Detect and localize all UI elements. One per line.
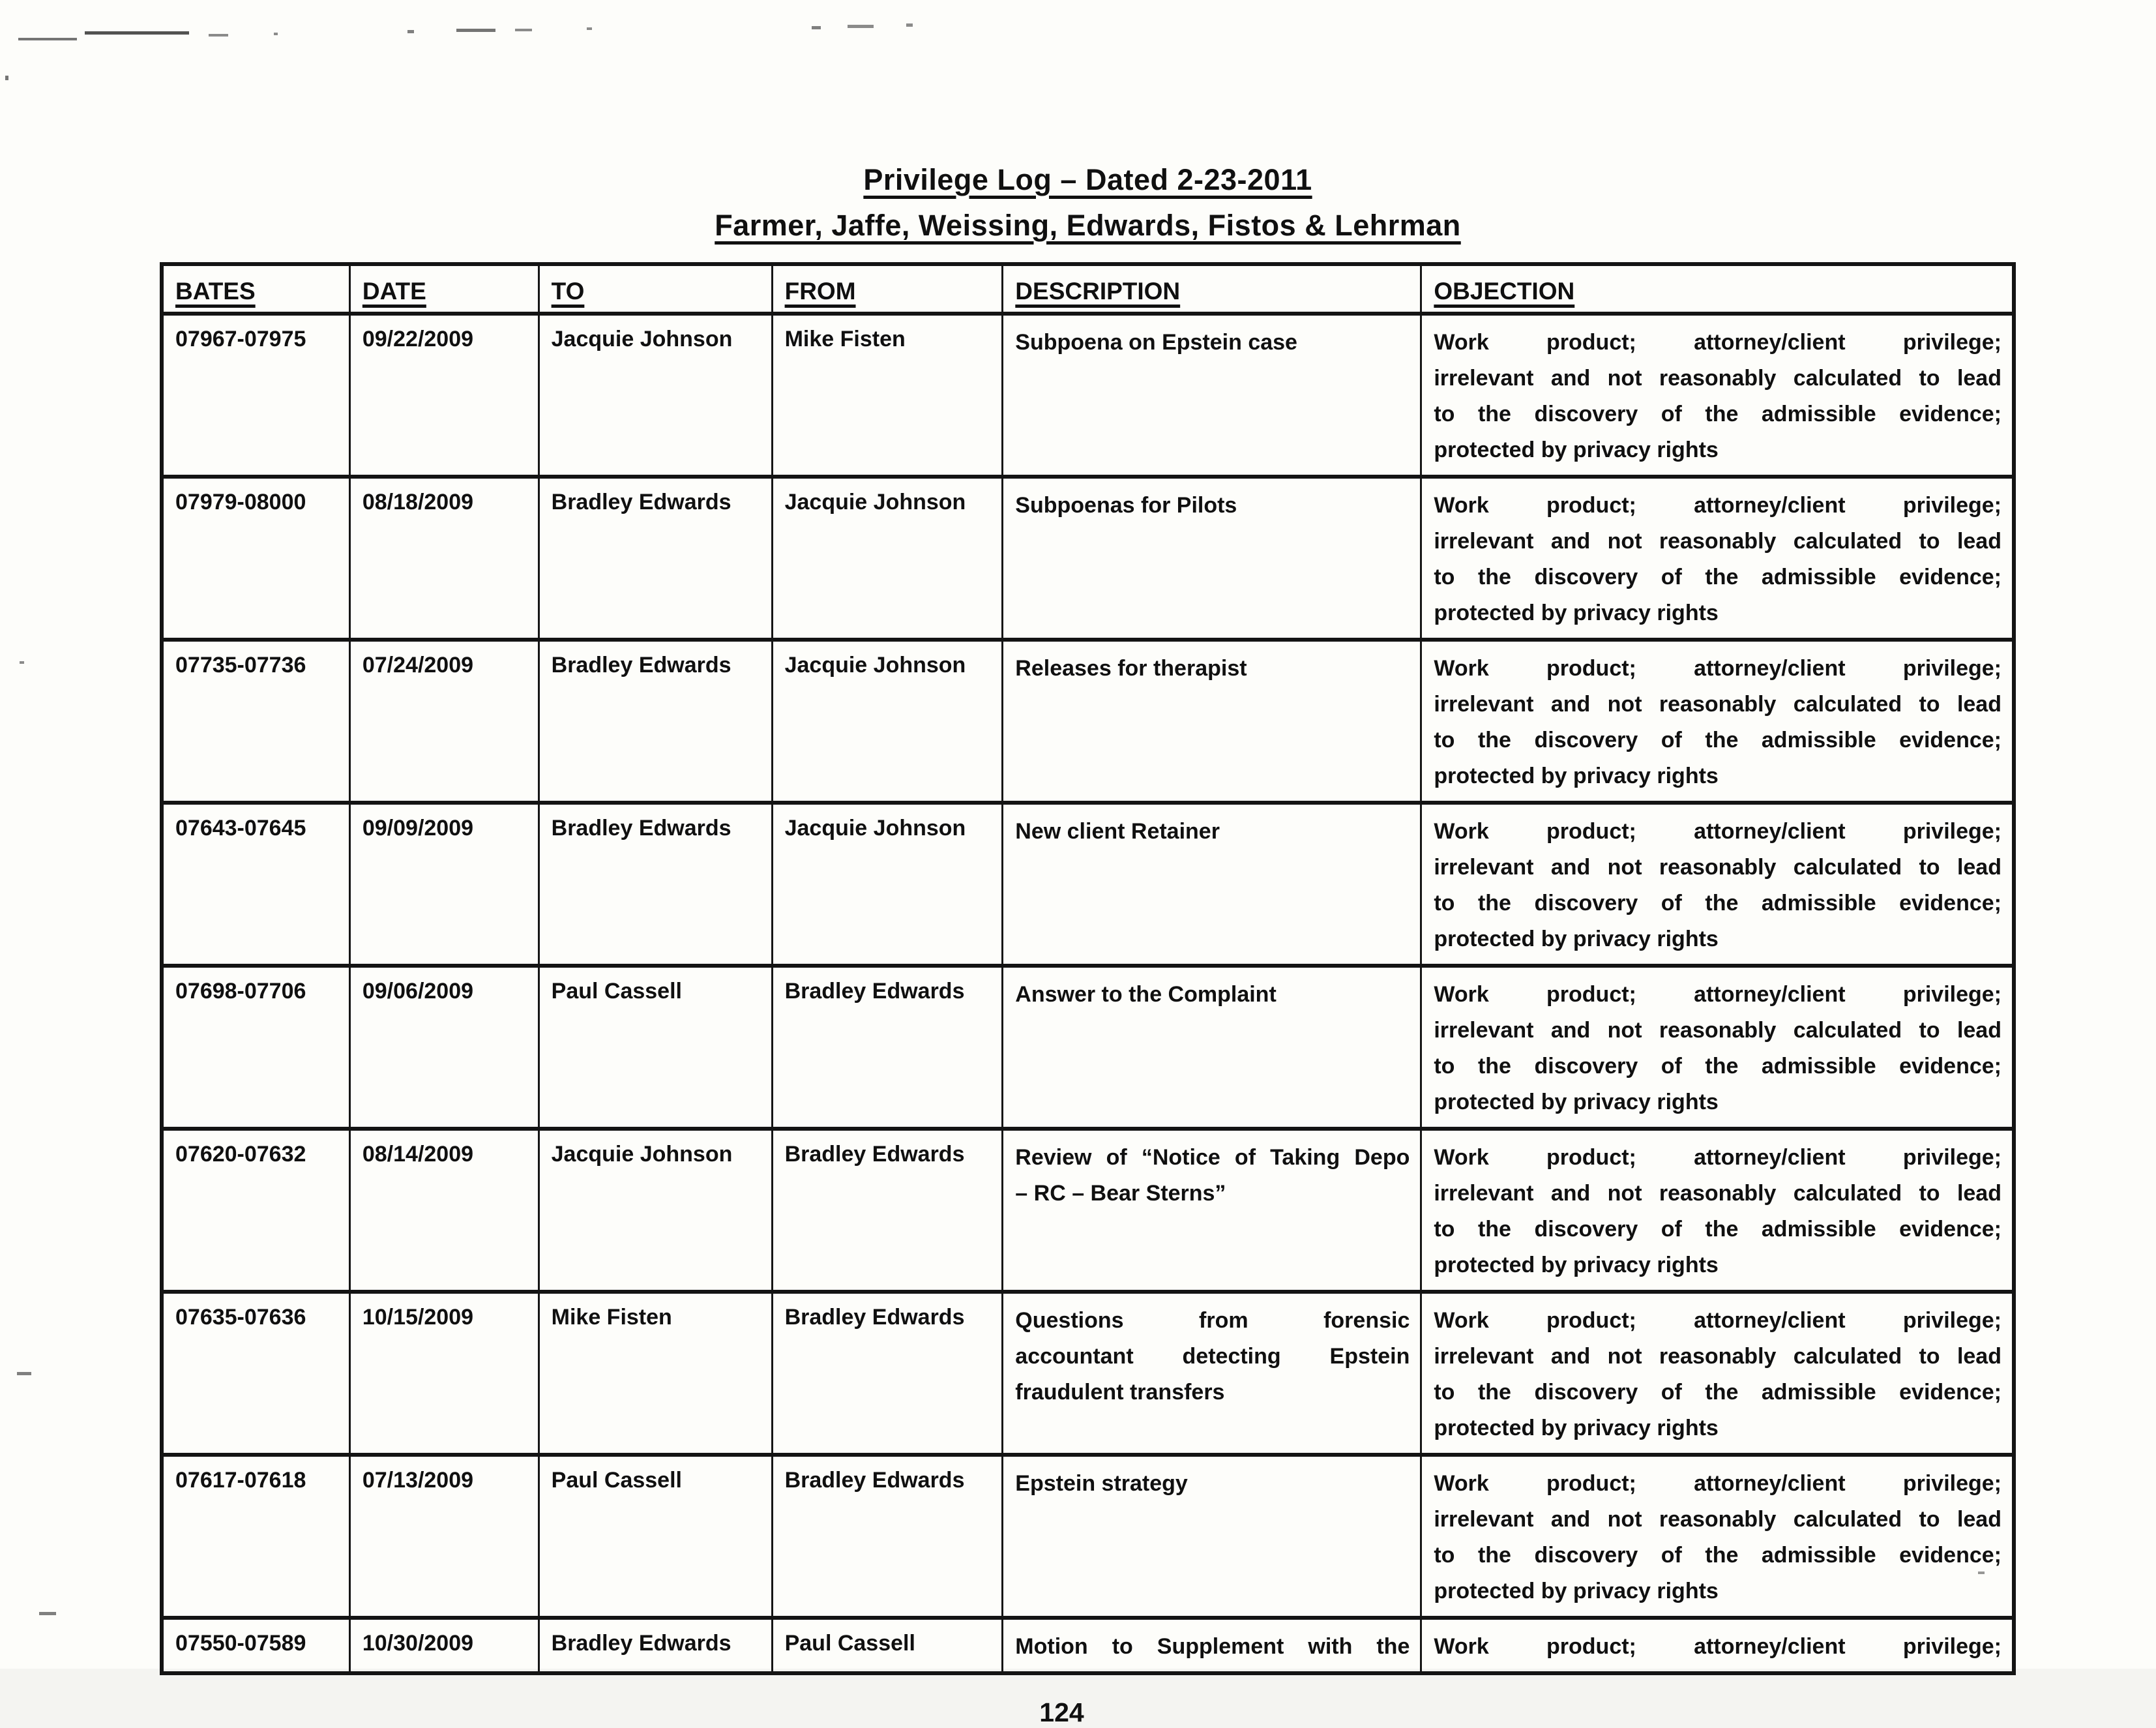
cell-objection: Work product; attorney/client privilege; irrelevant and not reasonably calculated to lead to the discovery of the admissible evidence; protected by privacy rights xyxy=(1421,1129,2014,1292)
table-row-truncated xyxy=(162,1618,2014,1673)
cell-date: 08/18/2009 xyxy=(349,477,539,640)
cell-date: 07/13/2009 xyxy=(349,1455,539,1618)
cell-to: Bradley Edwards xyxy=(539,1618,772,1673)
cell-to: Jacquie Johnson xyxy=(539,314,772,477)
cell-objection: Work product; attorney/client privilege; xyxy=(1421,1618,2014,1673)
cell-bates: 07635-07636 xyxy=(162,1292,349,1455)
cell-description: Review of “Notice of Taking Depo – RC – Bear Sterns” xyxy=(1003,1129,1421,1292)
scan-noise-mark xyxy=(17,1372,31,1375)
cell-from: Jacquie Johnson xyxy=(772,640,1003,803)
cell-to: Mike Fisten xyxy=(539,1292,772,1455)
table-row xyxy=(162,803,2014,966)
table-header-row xyxy=(162,264,2014,314)
table-row xyxy=(162,640,2014,803)
cell-bates: 07620-07632 xyxy=(162,1129,349,1292)
cell-date: 10/15/2009 xyxy=(349,1292,539,1455)
cell-bates: 07643-07645 xyxy=(162,803,349,966)
cell-bates: 07979-08000 xyxy=(162,477,349,640)
document-body xyxy=(160,0,2016,1728)
cell-description: Subpoenas for Pilots xyxy=(1003,477,1421,640)
scan-noise-mark xyxy=(39,1612,56,1615)
cell-description: Epstein strategy xyxy=(1003,1455,1421,1618)
cell-from: Bradley Edwards xyxy=(772,1129,1003,1292)
cell-to: Bradley Edwards xyxy=(539,803,772,966)
cell-from: Mike Fisten xyxy=(772,314,1003,477)
page-title xyxy=(160,0,2016,198)
scan-noise-mark xyxy=(20,661,24,664)
table-row xyxy=(162,1129,2014,1292)
table-row xyxy=(162,1455,2014,1618)
cell-from: Bradley Edwards xyxy=(772,1455,1003,1618)
cell-objection: Work product; attorney/client privilege; irrelevant and not reasonably calculated to lead to the discovery of the admissible evidence; protected by privacy rights xyxy=(1421,803,2014,966)
cell-to: Bradley Edwards xyxy=(539,477,772,640)
table-row xyxy=(162,314,2014,477)
firm-name-text: Farmer, Jaffe, Weissing, Edwards, Fistos & Lehrman xyxy=(715,209,1461,242)
column-header-bates: BATES xyxy=(162,264,349,314)
cell-objection: Work product; attorney/client privilege; irrelevant and not reasonably calculated to lead to the discovery of the admissible evidence; protected by privacy rights xyxy=(1421,314,2014,477)
cell-bates: 07967-07975 xyxy=(162,314,349,477)
cell-date: 10/30/2009 xyxy=(349,1618,539,1673)
cell-description: Subpoena on Epstein case xyxy=(1003,314,1421,477)
cell-description: Answer to the Complaint xyxy=(1003,966,1421,1129)
column-header-description: DESCRIPTION xyxy=(1003,264,1421,314)
cell-bates: 07617-07618 xyxy=(162,1455,349,1618)
cell-to: Paul Cassell xyxy=(539,1455,772,1618)
scan-noise-mark xyxy=(5,76,8,80)
cell-to: Bradley Edwards xyxy=(539,640,772,803)
cell-objection: Work product; attorney/client privilege; irrelevant and not reasonably calculated to lead to the discovery of the admissible evidence; protected by privacy rights xyxy=(1421,640,2014,803)
privilege-log-table xyxy=(160,262,2016,1675)
column-header-date: DATE xyxy=(349,264,539,314)
cell-date: 09/09/2009 xyxy=(349,803,539,966)
cell-date: 09/22/2009 xyxy=(349,314,539,477)
cell-objection: Work product; attorney/client privilege; irrelevant and not reasonably calculated to lead to the discovery of the admissible evidence; protected by privacy rights xyxy=(1421,1292,2014,1455)
cell-from: Bradley Edwards xyxy=(772,966,1003,1129)
cell-to: Jacquie Johnson xyxy=(539,1129,772,1292)
cell-from: Paul Cassell xyxy=(772,1618,1003,1673)
cell-description: New client Retainer xyxy=(1003,803,1421,966)
cell-date: 08/14/2009 xyxy=(349,1129,539,1292)
page-number: 124 xyxy=(1039,1697,1084,1727)
cell-description: Releases for therapist xyxy=(1003,640,1421,803)
cell-to: Paul Cassell xyxy=(539,966,772,1129)
table-row xyxy=(162,1292,2014,1455)
cell-description: Questions from forensic accountant detecting Epstein fraudulent transfers xyxy=(1003,1292,1421,1455)
table-row xyxy=(162,966,2014,1129)
cell-bates: 07698-07706 xyxy=(162,966,349,1129)
column-header-to: TO xyxy=(539,264,772,314)
cell-objection: Work product; attorney/client privilege; irrelevant and not reasonably calculated to lead to the discovery of the admissible evidence; protected by privacy rights xyxy=(1421,1455,2014,1618)
cell-date: 07/24/2009 xyxy=(349,640,539,803)
cell-bates: 07735-07736 xyxy=(162,640,349,803)
cell-from: Jacquie Johnson xyxy=(772,477,1003,640)
cell-from: Jacquie Johnson xyxy=(772,803,1003,966)
column-header-objection: OBJECTION xyxy=(1421,264,2014,314)
cell-description: Motion to Supplement with the xyxy=(1003,1618,1421,1673)
page-title-text: Privilege Log – Dated 2-23-2011 xyxy=(863,163,1312,196)
cell-bates: 07550-07589 xyxy=(162,1618,349,1673)
firm-name xyxy=(160,207,2016,244)
cell-objection: Work product; attorney/client privilege; irrelevant and not reasonably calculated to lead to the discovery of the admissible evidence; protected by privacy rights xyxy=(1421,477,2014,640)
cell-date: 09/06/2009 xyxy=(349,966,539,1129)
column-header-from: FROM xyxy=(772,264,1003,314)
cell-from: Bradley Edwards xyxy=(772,1292,1003,1455)
scan-noise-mark xyxy=(18,38,77,40)
cell-objection: Work product; attorney/client privilege; irrelevant and not reasonably calculated to lead to the discovery of the admissible evidence; protected by privacy rights xyxy=(1421,966,2014,1129)
table-row xyxy=(162,477,2014,640)
